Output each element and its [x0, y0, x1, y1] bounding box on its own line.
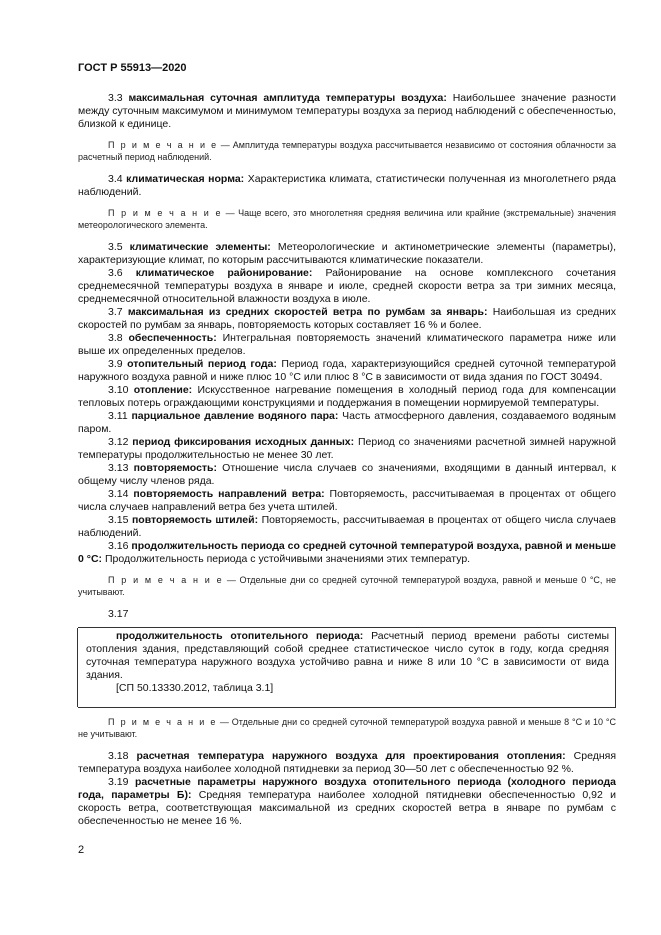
term-definition: Районирование на основе комплексного сочетания среднемесячной температуры воздуха в январе и июле, средней скорости ветра за три зимних месяца, среднемесячной относительной влажности воздуха в июле.	[78, 267, 616, 305]
term-definition: Средняя температура воздуха наиболее холодной пятидневки за период 30—50 лет с обеспеченностью 92 %.	[78, 750, 617, 775]
section-number-3-17: 3.17	[108, 608, 129, 620]
term-name: повторяемость направлений ветра:	[133, 488, 325, 500]
term-name: расчетные параметры наружного воздуха отопительного периода (холодного периода года, параметры Б):	[78, 776, 616, 801]
definition-3-8	[78, 332, 616, 358]
definition-3-13	[78, 462, 616, 488]
source-reference: [СП 50.13330.2012, таблица 3.1]	[116, 682, 274, 694]
term-definition: Средняя температура наиболее холодной пятидневки обеспеченностью 0,92 и скорость ветра, соответствующая максимальной из средних скоростей ветра в январе по румбам с обеспеченностью не менее 16 %.	[78, 789, 616, 827]
term-name: максимальная из средних скоростей ветра по румбам за январь:	[127, 306, 488, 318]
note-3-16	[78, 575, 616, 598]
term-definition: Наибольшее значение разности между суточным максимумом и минимумом температуры воздуха за период наблюдений с обеспеченностью, близкой к единице.	[78, 92, 616, 130]
section-number: 3.8	[108, 332, 123, 344]
definition-3-10	[78, 384, 616, 410]
term-name: отопительный период года:	[127, 358, 277, 370]
definition-3-12	[78, 436, 616, 462]
quoted-definition-box	[78, 627, 616, 708]
section-number: 3.10	[108, 384, 129, 396]
section-number: 3.14	[108, 488, 129, 500]
note-text: — Чаще всего, это многолетняя средняя величина или крайние (экстремальные) значения метеорологического элемента.	[78, 208, 616, 230]
document-body	[78, 92, 616, 828]
section-number: 3.4	[108, 173, 123, 185]
term-definition: Расчетный период времени работы системы отопления здания, представляющий собой среднее статистическое число суток в году, когда средняя суточная температура наружного воздуха устойчиво равна и ниже 8 или 10 °С в зависимости от вида здания.	[86, 630, 609, 681]
note-label: П р и м е ч а н и е	[108, 575, 224, 585]
term-definition: Наибольшая из средних скоростей по румбам за январь, повторяемость которых составляет 16 % и более.	[78, 306, 616, 331]
definition-3-7	[78, 306, 616, 332]
term-name: расчетная температура наружного воздуха для проектирования отопления:	[136, 750, 566, 762]
section-number: 3.13	[108, 462, 129, 474]
term-definition: Продолжительность периода с устойчивыми значениями этих температур.	[102, 553, 471, 565]
section-number: 3.16	[108, 540, 129, 552]
section-number: 3.7	[108, 306, 123, 318]
section-number: 3.11	[108, 410, 128, 422]
definition-3-18	[78, 750, 616, 776]
note-3-4	[78, 208, 616, 231]
term-name: климатическое районирование:	[135, 267, 313, 279]
term-definition: Метеорологические и актинометрические элементы (параметры), характеризующие климат, по которым рассчитываются климатические показатели.	[78, 241, 616, 266]
term-name: продолжительность периода со средней суточной температурой воздуха, равной и меньше 0 °С:	[78, 540, 616, 565]
definition-3-17	[86, 630, 609, 682]
term-name: климатическая норма:	[126, 173, 245, 185]
term-name: отопление:	[133, 384, 193, 396]
term-definition: Повторяемость, рассчитываемая в процентах от общего числа случаев наблюдений.	[78, 514, 617, 539]
section-number: 3.9	[108, 358, 123, 370]
section-number: 3.18	[108, 750, 129, 762]
term-definition: Отношение числа случаев со значениями, входящими в данный интервал, к общему числу членов ряда.	[78, 462, 616, 487]
term-definition: Повторяемость, рассчитываемая в процентах от общего числа случаев направлений ветра без учета штилей.	[78, 488, 616, 513]
term-definition: Часть атмосферного давления, создаваемого водяным паром.	[78, 410, 616, 435]
section-number: 3.15	[108, 514, 129, 526]
page-number: 2	[78, 844, 85, 856]
definition-3-5	[78, 241, 616, 267]
term-name: продолжительность отопительного периода:	[116, 630, 364, 642]
note-label: П р и м е ч а н и е	[108, 208, 223, 218]
term-name: повторяемость штилей:	[131, 514, 259, 526]
term-definition: Интегральная повторяемость значений климатического параметра ниже или выше их определенных пределов.	[78, 332, 616, 357]
term-definition: Характеристика климата, статистически полученная из многолетнего ряда наблюдений.	[78, 173, 616, 198]
term-definition: Период со значениями расчетной зимней наружной температуры продолжительностью не менее 30 лет.	[78, 436, 616, 461]
note-text: — Амплитуда температуры воздуха рассчитывается независимо от состояния облачности за расчетный период наблюдений.	[78, 140, 616, 162]
section-number: 3.5	[108, 241, 123, 253]
term-definition: Искусственное нагревание помещения в холодный период года для компенсации тепловых потерь ограждающими конструкциями и поддержания в помещении нормируемой температуры.	[78, 384, 617, 409]
definition-3-6	[78, 267, 616, 306]
term-name: парциальное давление водяного пара:	[131, 410, 339, 422]
section-number: 3.3	[108, 92, 123, 104]
note-label: П р и м е ч а н и е	[108, 140, 218, 150]
definition-3-14	[78, 488, 616, 514]
page-header: ГОСТ Р 55913—2020	[78, 62, 187, 74]
term-name: период фиксирования исходных данных:	[132, 436, 355, 448]
section-number: 3.12	[108, 436, 129, 448]
definition-3-16	[78, 540, 616, 566]
section-number: 3.19	[108, 776, 129, 788]
section-number: 3.6	[108, 267, 123, 279]
definition-3-15	[78, 514, 616, 540]
note-text: — Отдельные дни со средней суточной температурой воздуха, равной и меньше 0 °С, не учитывают.	[78, 575, 617, 597]
term-name: повторяемость:	[133, 462, 218, 474]
term-name: максимальная суточная амплитуда температуры воздуха:	[128, 92, 447, 104]
definition-3-11	[78, 410, 616, 436]
definition-3-3	[78, 92, 616, 131]
definition-3-9	[78, 358, 616, 384]
term-definition: Период года, характеризующийся средней суточной температурой наружного воздуха равной и ниже плюс 10 °С или плюс 8 °С в зависимости от вида здания по ГОСТ 30494.	[78, 358, 617, 383]
term-name: обеспеченность:	[128, 332, 217, 344]
note-label: П р и м е ч а н и е	[108, 717, 217, 727]
definition-3-19	[78, 776, 616, 828]
note-3-17	[78, 717, 616, 740]
note-3-3	[78, 140, 616, 163]
term-name: климатические элементы:	[129, 241, 271, 253]
definition-3-4	[78, 173, 616, 199]
note-text: — Отдельные дни со средней суточной температурой воздуха равной и меньше 8 °С и 10 °С не учитывают.	[78, 717, 617, 739]
